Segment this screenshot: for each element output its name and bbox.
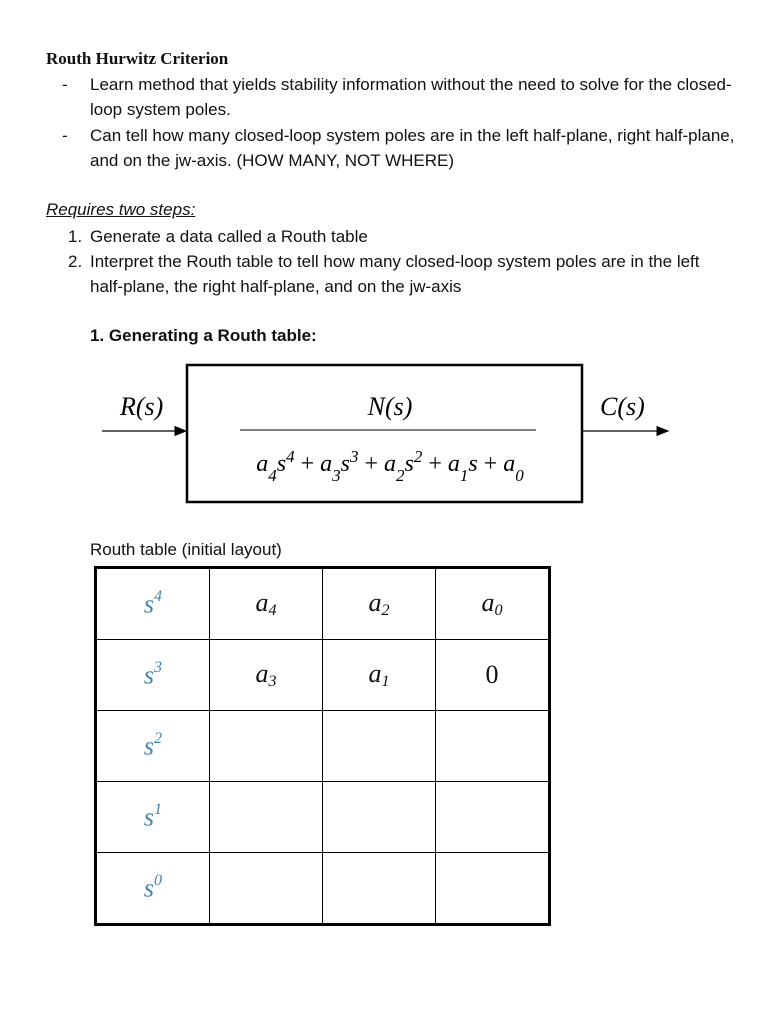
routh-table bbox=[94, 566, 551, 926]
routh-cell bbox=[436, 853, 550, 925]
routh-cell bbox=[210, 782, 323, 853]
step-text: Interpret the Routh table to tell how many closed-loop system poles are in the left half-plane, the right half-plane, and on the jw-axis bbox=[90, 252, 700, 296]
step-text: Generate a data called a Routh table bbox=[90, 227, 368, 246]
bullet-list bbox=[62, 72, 742, 174]
table-caption: Routh table (initial layout) bbox=[90, 540, 282, 559]
routh-row-s2 bbox=[96, 711, 550, 782]
subheading: 1. Generating a Routh table: bbox=[90, 326, 317, 345]
denominator: $a_4s^4 + a_3s^3 + a_2s^2 + a_1s + a_0$ bbox=[256, 446, 524, 485]
routh-row-s0 bbox=[96, 853, 550, 925]
step-item bbox=[68, 249, 728, 299]
bullet-item bbox=[62, 72, 742, 122]
routh-cell: $a_1$ bbox=[323, 640, 436, 711]
bullet-marker: - bbox=[62, 126, 68, 145]
requires-heading: Requires two steps: bbox=[46, 200, 196, 219]
block-diagram bbox=[0, 360, 768, 510]
input-label: R(s) bbox=[120, 392, 164, 421]
routh-cell bbox=[323, 711, 436, 782]
steps-list bbox=[68, 224, 728, 299]
routh-cell: $a_3$ bbox=[210, 640, 323, 711]
routh-row-s4 bbox=[96, 568, 550, 640]
routh-cell: 0 bbox=[436, 640, 550, 711]
routh-cell bbox=[323, 853, 436, 925]
routh-cell bbox=[210, 853, 323, 925]
bullet-text: Can tell how many closed-loop system poles are in the left half-plane, right half-plane, and on the jw-axis. (HOW MANY, NOT WHERE) bbox=[90, 126, 735, 170]
routh-cell: $a_0$ bbox=[436, 568, 550, 640]
routh-cell: $a_2$ bbox=[323, 568, 436, 640]
output-label: C(s) bbox=[600, 392, 645, 421]
routh-row-label: $s^3$ bbox=[96, 640, 210, 711]
section-title: Routh Hurwitz Criterion bbox=[46, 49, 229, 68]
routh-cell bbox=[436, 711, 550, 782]
routh-cell bbox=[210, 711, 323, 782]
routh-row-s3 bbox=[96, 640, 550, 711]
routh-cell: $a_4$ bbox=[210, 568, 323, 640]
step-number: 1. bbox=[68, 227, 83, 246]
bullet-text: Learn method that yields stability information without the need to solve for the closed-loop system poles. bbox=[90, 75, 732, 119]
bullet-item bbox=[62, 123, 742, 173]
routh-row-label: $s^4$ bbox=[96, 568, 210, 640]
step-number: 2. bbox=[68, 252, 83, 271]
numerator: N(s) bbox=[367, 392, 413, 421]
routh-row-label: $s^0$ bbox=[96, 853, 210, 925]
step-item bbox=[68, 224, 728, 249]
routh-row-label: $s^1$ bbox=[96, 782, 210, 853]
routh-cell bbox=[436, 782, 550, 853]
routh-cell bbox=[323, 782, 436, 853]
bullet-marker: - bbox=[62, 75, 68, 94]
routh-row-s1 bbox=[96, 782, 550, 853]
routh-row-label: $s^2$ bbox=[96, 711, 210, 782]
